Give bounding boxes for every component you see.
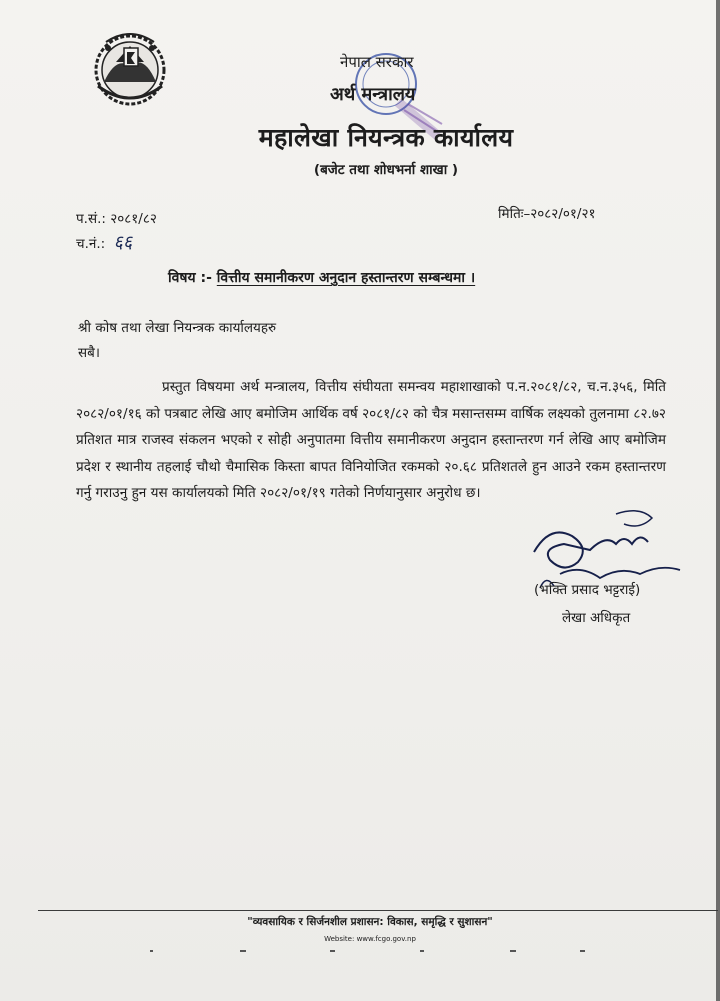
government-name: नेपाल सरकार bbox=[340, 53, 414, 71]
dispatch-label: च.नं.: bbox=[76, 236, 106, 252]
subject-line bbox=[168, 268, 475, 287]
signatory-designation: लेखा अधिकृत bbox=[562, 610, 631, 626]
letter-date: मितिः–२०८२/०१/२१ bbox=[498, 206, 596, 222]
subject-label: विषय :- bbox=[168, 270, 212, 286]
footer-motto: "व्यवसायिक र सिर्जनशील प्रशासन: विकास, समृद्धि र सुशासन" bbox=[247, 916, 493, 928]
scan-noise bbox=[150, 944, 600, 958]
addressee-all: सबै। bbox=[78, 345, 100, 361]
office-name: महालेखा नियन्त्रक कार्यालय bbox=[258, 123, 514, 152]
signatory-name: (भक्ति प्रसाद भट्टराई) bbox=[534, 582, 641, 598]
subject-text: वित्तीय समानीकरण अनुदान हस्तान्तरण सम्बन्धमा । bbox=[216, 270, 476, 286]
dispatch-line bbox=[76, 231, 157, 256]
footer-divider bbox=[38, 910, 718, 911]
branch-name: (बजेट तथा शोधभर्ना शाखा ) bbox=[313, 162, 459, 178]
letter-body: प्रस्तुत विषयमा अर्थ मन्त्रालय, वित्तीय संघीयता समन्वय महाशाखाको प.न.२०८१/८२, च.न.३५६, मिति २०८२/०१/१६ को पत्रबाट लेखि आए बमोजिम आर्थिक वर्ष २०८१/८२ को चैत्र मसान्तसम्म वार्षिक लक्ष्यको तुलनामा ८२.७२ प्रतिशत मात्र राजस्व संकलन भएको र सोही अनुपातमा वित्तीय समानीकरण अनुदान हस्तान्तरण गर्न लेखि आए बमोजिम प्रदेश र स्थानीय तहलाई चौथो चैमासिक किस्ता बापत विनियोजित रकमको २०.६८ प्रतिशतले हुन आउने रकम हस्तान्तरण गर्नु गराउनु हुन यस कार्यालयको मिति २०८२/०१/१९ गतेको निर्णयानुसार अनुरोध छ। bbox=[76, 379, 666, 502]
addressee-line: श्री कोष तथा लेखा नियन्त्रक कार्यालयहरु bbox=[78, 320, 277, 336]
addressee-block bbox=[78, 316, 276, 366]
dispatch-number: ६६ bbox=[113, 232, 133, 253]
nepal-emblem-icon bbox=[86, 26, 174, 110]
reference-block bbox=[76, 208, 157, 256]
ministry-name: अर्थ मन्त्रालय bbox=[330, 84, 416, 105]
footer-website: Website: www.fcgo.gov.np bbox=[324, 935, 416, 943]
letter-number: प.सं.: २०८१/८२ bbox=[76, 211, 157, 227]
